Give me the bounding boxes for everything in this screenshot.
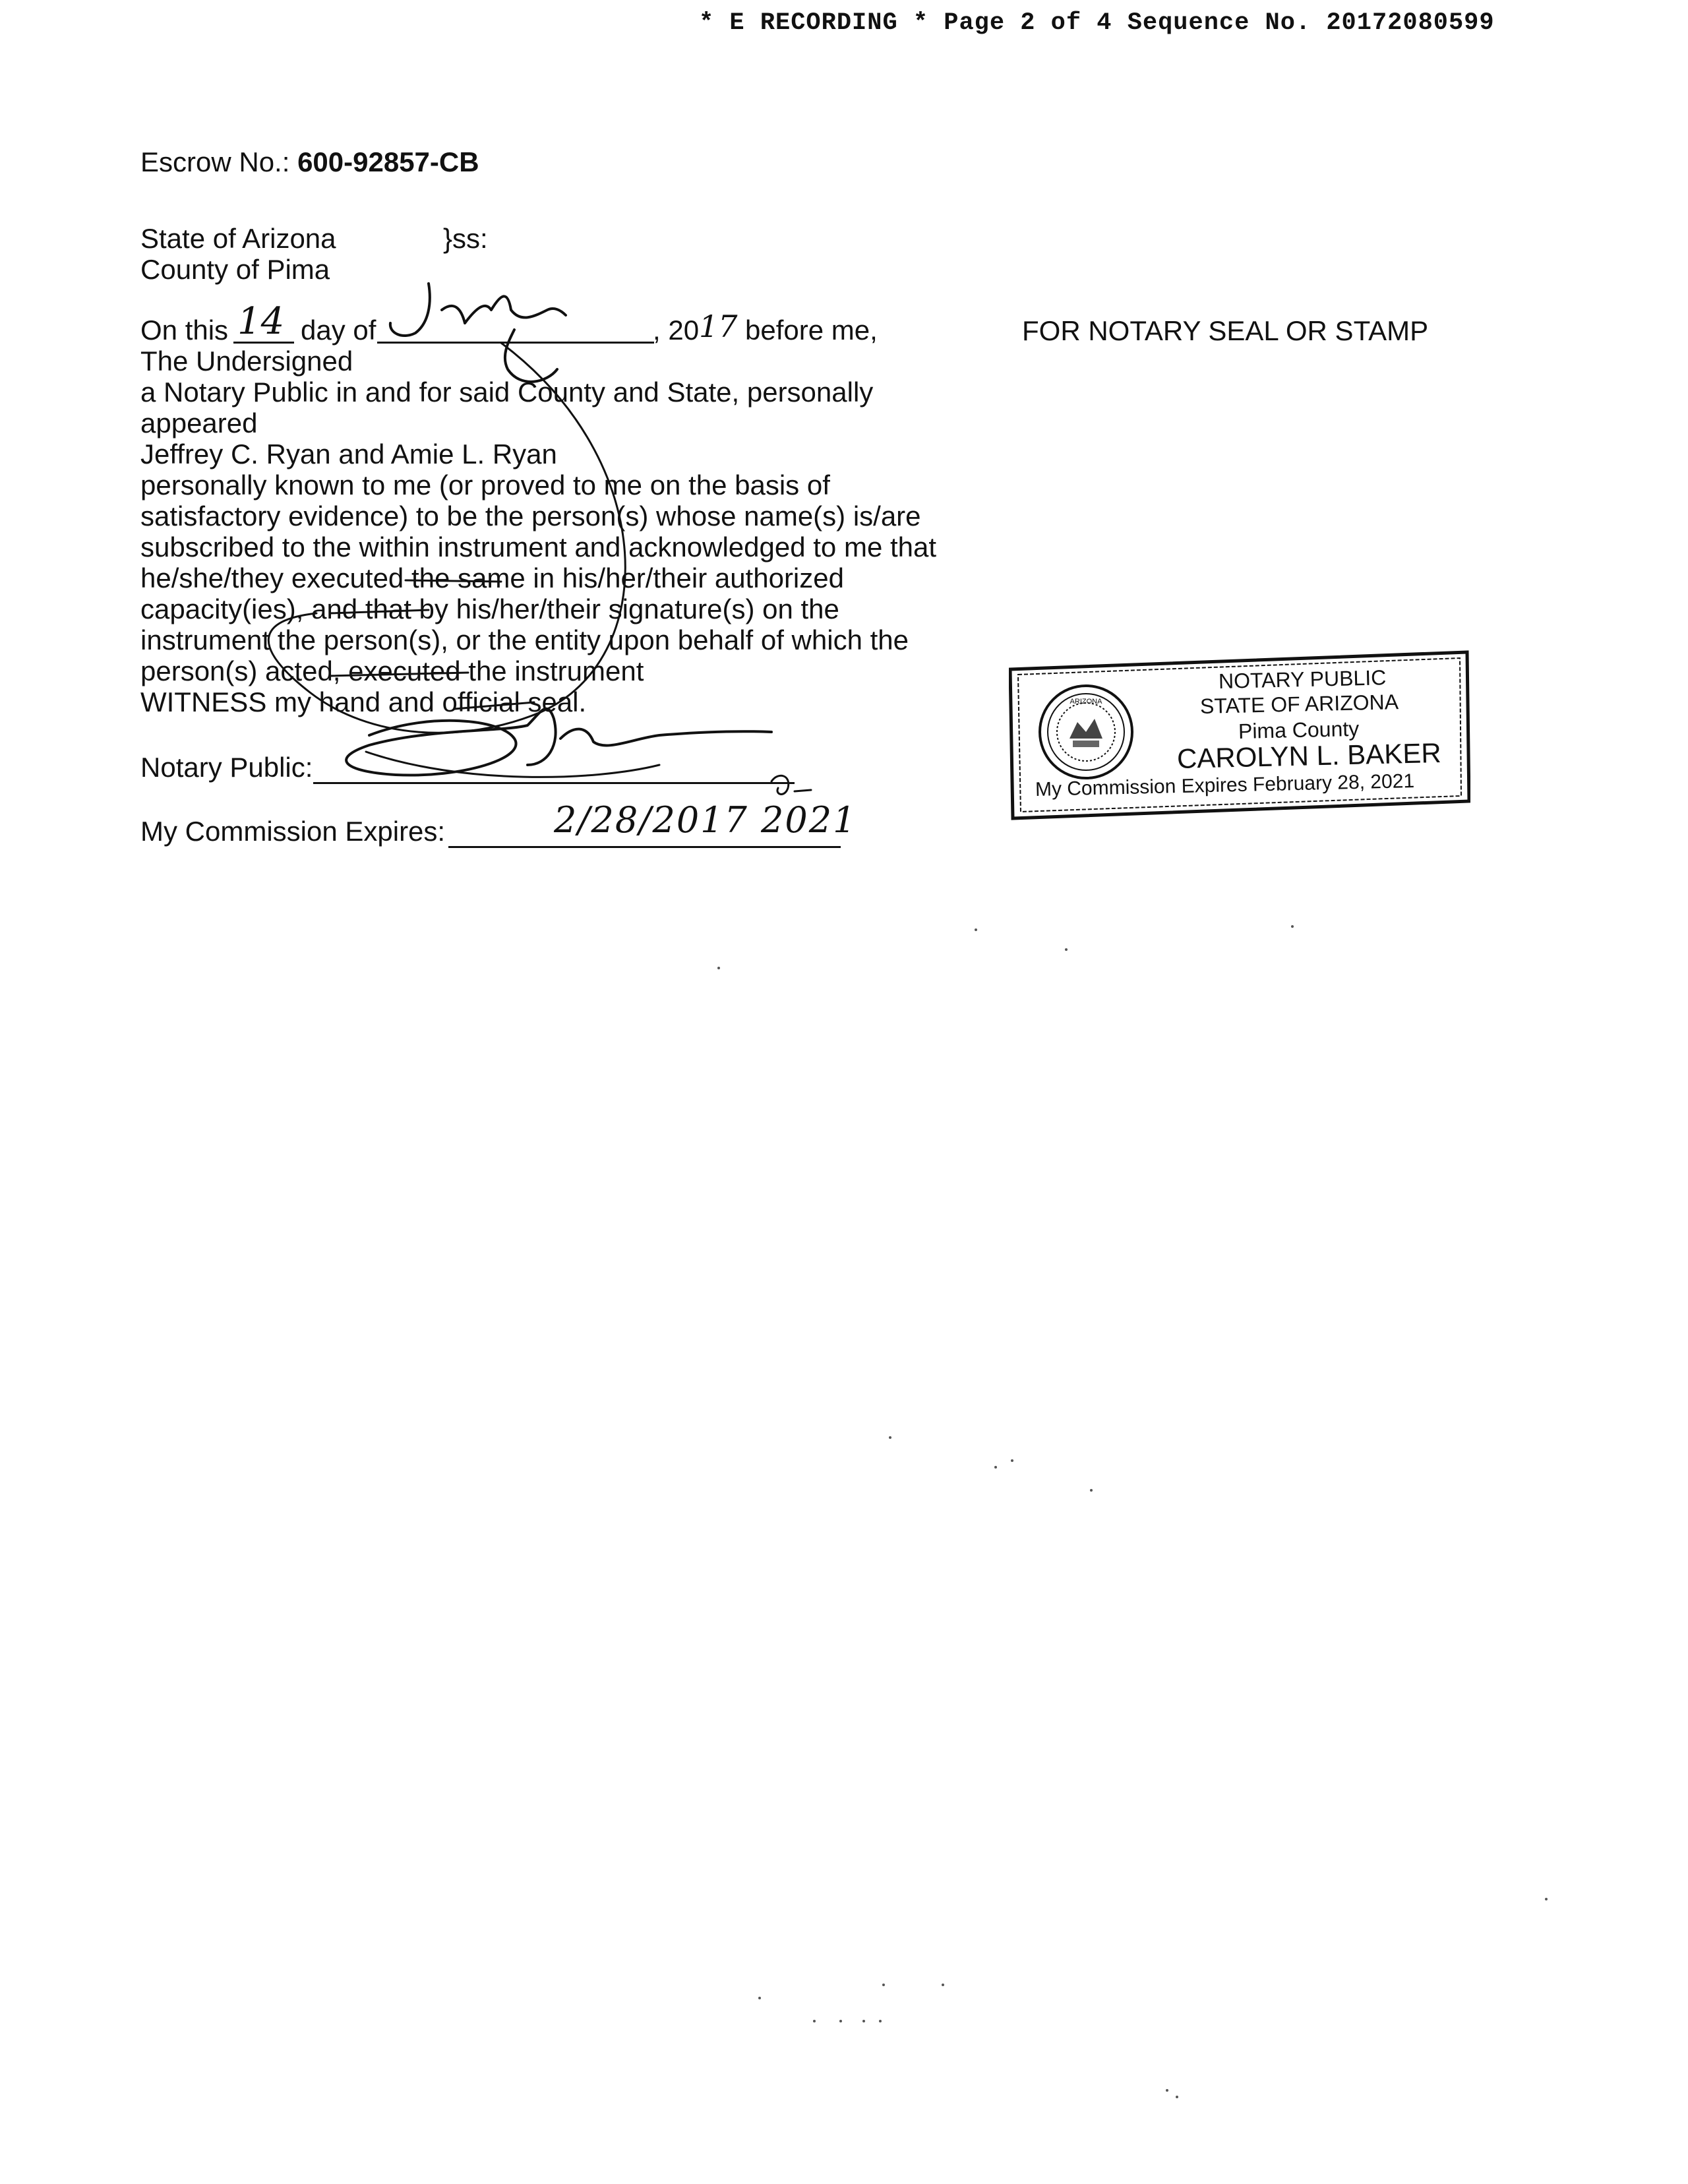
ack-line-acted: person(s) acted, executed the instrument — [140, 655, 644, 686]
commission-handwritten: 2/28/2017 2021 — [554, 799, 857, 841]
stamp-notary-public: NOTARY PUBLIC — [1218, 665, 1387, 693]
month-loop — [505, 330, 557, 382]
escrow-number: 600-92857-CB — [297, 146, 479, 177]
recording-header: * E RECORDING * Page 2 of 4 Sequence No. 20172080599 — [699, 9, 1495, 37]
ack-line-executed: he/she/they executed the same in his/her/their authorized — [140, 562, 844, 593]
ack-line-known: personally known to me (or proved to me on the basis of — [140, 470, 830, 501]
seal-area-label: FOR NOTARY SEAL OR STAMP — [1022, 315, 1429, 346]
seal-text: ARIZONA — [1070, 698, 1102, 706]
day-of-label: day of — [301, 315, 377, 346]
ack-line-undersigned: The Undersigned — [140, 346, 353, 377]
escrow-label: Escrow No.: — [140, 146, 290, 177]
year-prefix: , 20 — [653, 315, 700, 346]
stamp-expires: My Commission Expires February 28, 2021 — [1035, 770, 1415, 801]
ack-line-evidence: satisfactory evidence) to be the person(s) whose name(s) is/are — [140, 501, 921, 531]
ack-line-capacity: capacity(ies), and that by his/her/their signature(s) on the — [140, 593, 839, 624]
ack-line-instrument: instrument the person(s), or the entity upon behalf of which the — [140, 624, 909, 655]
stamp-notary-name: CAROLYN L. BAKER — [1176, 737, 1442, 774]
ack-line-subscribed: subscribed to the within instrument and acknowledged to me that — [140, 531, 937, 562]
circle-scrawl — [268, 343, 625, 733]
before-me-label: before me, — [745, 315, 878, 346]
stamp-county: Pima County — [1238, 716, 1360, 743]
signature-underloop — [366, 752, 659, 777]
notary-signature-handwriting — [346, 709, 771, 775]
strike-marks — [330, 580, 534, 709]
ack-line-notary-in-county: a Notary Public in and for said County and State, personally — [140, 377, 874, 408]
year-handwritten: 17 — [699, 309, 738, 344]
venue-ss: }ss: — [443, 223, 488, 254]
ack-line-signers: Jeffrey C. Ryan and Amie L. Ryan — [140, 439, 557, 470]
ack-line-appeared: appeared — [140, 408, 258, 439]
notary-public-label: Notary Public: — [140, 752, 313, 783]
venue-county: County of Pima — [140, 254, 330, 285]
stamp-state: STATE OF ARIZONA — [1199, 690, 1399, 718]
commission-mark — [771, 775, 811, 794]
day-handwritten: 14 — [237, 300, 285, 343]
state-seal-icon — [1037, 682, 1135, 781]
month-handwriting — [390, 284, 566, 336]
venue-state: State of Arizona — [140, 223, 336, 254]
commission-label: My Commission Expires: — [140, 816, 446, 847]
ack-line-witness: WITNESS my hand and official seal. — [140, 686, 587, 717]
notary-stamp — [1009, 650, 1470, 824]
on-this-label: On this — [140, 315, 229, 346]
